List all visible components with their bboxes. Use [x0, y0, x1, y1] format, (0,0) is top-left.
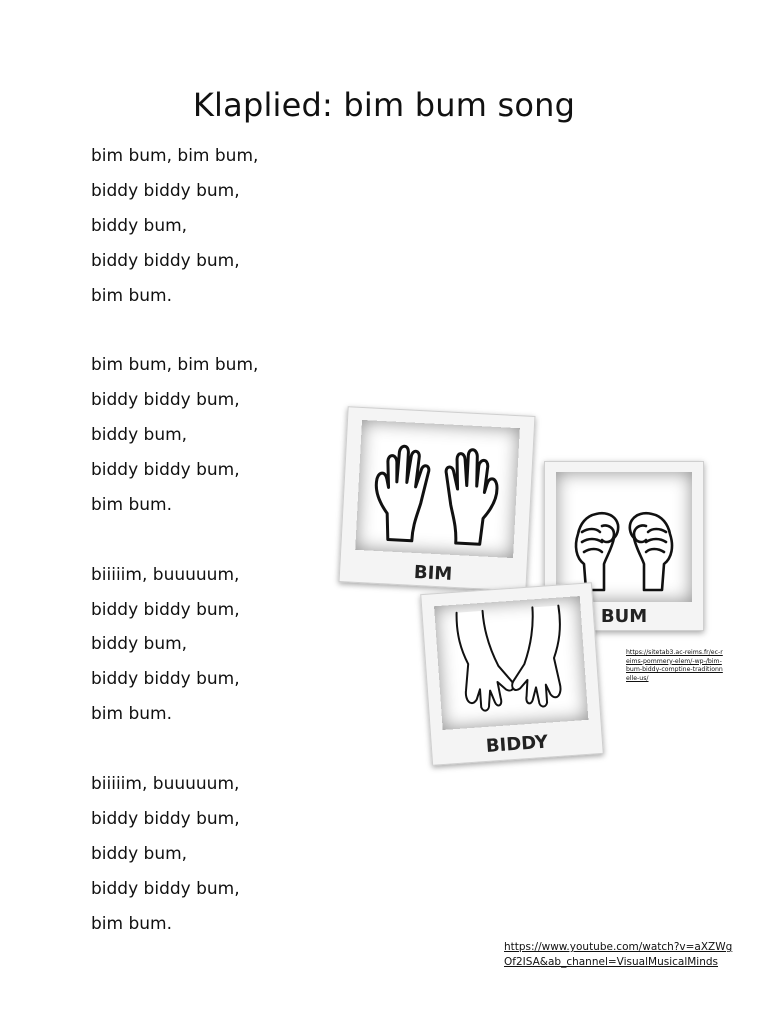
- bim-photo: [355, 420, 520, 558]
- image-source-link[interactable]: https://sitetab3.ac-reims.fr/ec-reims-pommery-elem/-wp-/bim-bum-biddy-comptine-traditionnelle-us/: [626, 649, 723, 682]
- lyric-line: bim bum.: [91, 494, 173, 515]
- bum-caption: BUM: [600, 606, 648, 627]
- lyric-line: bim bum.: [91, 285, 173, 306]
- hands-touching-icon: [434, 596, 588, 730]
- open-hands-icon: [355, 420, 520, 558]
- lyric-line: biddy biddy bum,: [91, 808, 240, 829]
- lyric-line: biddy biddy bum,: [91, 250, 240, 271]
- lyric-line: bim bum.: [91, 913, 173, 934]
- bim-caption: BIM: [413, 561, 453, 585]
- lyric-line: biddy biddy bum,: [91, 669, 240, 690]
- lyric-line: biddy bum,: [91, 215, 188, 236]
- biddy-photo: [434, 596, 588, 730]
- biddy-caption: BIDDY: [485, 731, 549, 757]
- biddy-card: [420, 582, 604, 766]
- lyric-line: biddy bum,: [91, 425, 188, 446]
- verse-1: [91, 139, 258, 313]
- lyric-line: biddy biddy bum,: [91, 878, 240, 899]
- verse-3: [91, 558, 258, 732]
- verse-gap: [91, 313, 258, 348]
- lyric-line: biddy bum,: [91, 634, 188, 655]
- verse-2: [91, 348, 258, 522]
- lyric-line: biddy biddy bum,: [91, 180, 240, 201]
- youtube-link[interactable]: https://www.youtube.com/watch?v=aXZWgOf2ISA&ab_channel=VisualMusicalMinds: [504, 941, 733, 968]
- bim-card: [339, 406, 536, 592]
- verse-gap: [91, 732, 258, 767]
- lyric-line: biddy biddy bum,: [91, 460, 240, 481]
- lyric-line: biddy biddy bum,: [91, 599, 240, 620]
- lyric-line: biiiiim, buuuuum,: [91, 774, 240, 795]
- lyric-line: biiiiim, buuuuum,: [91, 564, 240, 585]
- lyric-line: bim bum.: [91, 704, 173, 725]
- verse-gap: [91, 523, 258, 558]
- verse-4: [91, 767, 258, 941]
- lyric-line: bim bum, bim bum,: [91, 355, 259, 376]
- lyrics: [91, 139, 258, 941]
- page-title: Klaplied: bim bum song: [192, 86, 576, 124]
- lyric-line: biddy biddy bum,: [91, 390, 240, 411]
- lyric-line: biddy bum,: [91, 843, 188, 864]
- lyric-line: bim bum, bim bum,: [91, 146, 259, 166]
